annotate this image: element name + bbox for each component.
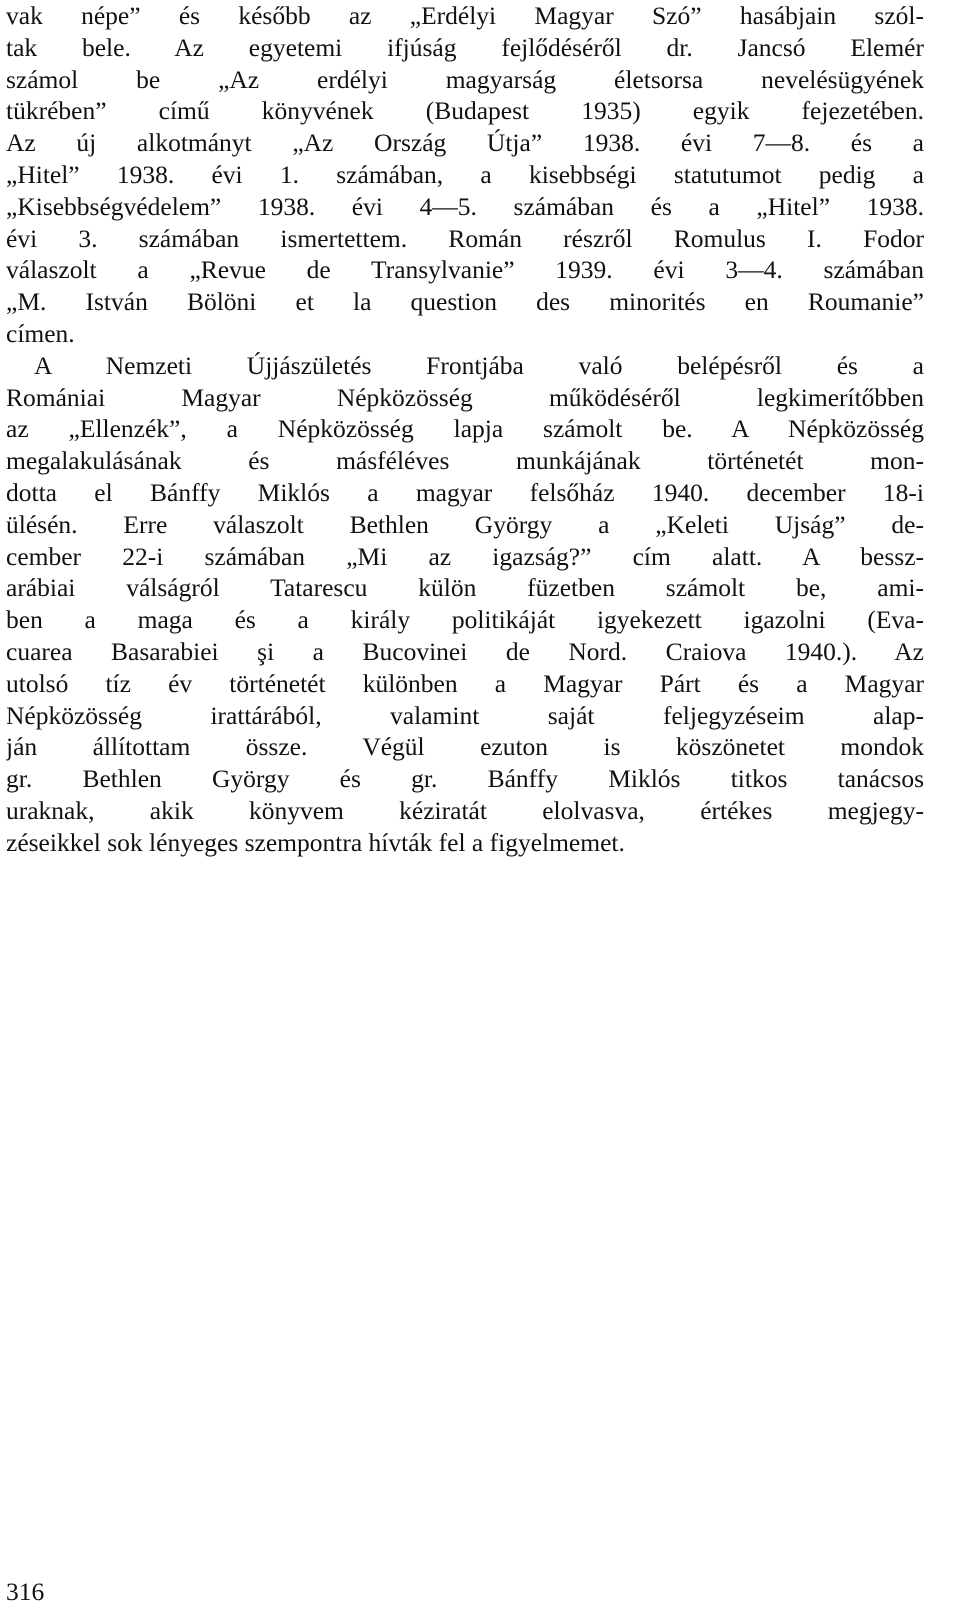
body-text	[6, 0, 924, 859]
text-line: ülésén. Erre válaszolt Bethlen György a „Keleti Ujság” de-	[6, 509, 924, 539]
text-line: Az új alkotmányt „Az Ország Útja” 1938. évi 7—8. és a	[6, 128, 924, 158]
text-line: az „Ellenzék”, a Népközösség lapja számolt be. A Népközösség	[6, 414, 924, 444]
text-line: zéseikkel sok lényeges szempontra hívták fel a figyelmemet.	[6, 827, 625, 857]
text-line: Romániai Magyar Népközösség működéséről legkimerítőbben	[6, 382, 924, 412]
text-line: évi 3. számában ismertettem. Román részről Romulus I. Fodor	[6, 223, 924, 253]
text-line: címen.	[6, 318, 75, 348]
text-line: A Nemzeti Újjászületés Frontjába való belépésről és a	[34, 350, 924, 380]
text-line: válaszolt a „Revue de Transylvanie” 1939. évi 3—4. számában	[6, 255, 924, 285]
text-line: tak bele. Az egyetemi ifjúság fejlődéséről dr. Jancsó Elemér	[6, 32, 924, 62]
text-line: arábiai válságról Tatarescu külön füzetben számolt be, ami-	[6, 573, 924, 603]
text-line: „M. István Bölöni et la question des minorités en Roumanie”	[6, 287, 924, 317]
text-line: ben a maga és a király politikáját igyekezett igazolni (Eva-	[6, 605, 924, 635]
text-line: vak népe” és később az „Erdélyi Magyar Szó” hasábjain szól-	[6, 1, 924, 30]
text-line: gr. Bethlen György és gr. Bánffy Miklós titkos tanácsos	[6, 764, 924, 794]
text-line: „Hitel” 1938. évi 1. számában, a kisebbségi statutumot pedig a	[6, 159, 924, 189]
text-line: megalakulásának és másféléves munkájának történetét mon-	[6, 446, 924, 476]
text-line: ján állítottam össze. Végül ezuton is köszönetet mondok	[6, 732, 924, 762]
text-line: tükrében” című könyvének (Budapest 1935) egyik fejezetében.	[6, 96, 924, 126]
page-number: 316	[6, 1577, 45, 1606]
text-line: cuarea Basarabiei şi a Bucovinei de Nord. Craiova 1940.). Az	[6, 636, 924, 666]
text-line: cember 22-i számában „Mi az igazság?” cím alatt. A bessz-	[6, 541, 924, 571]
text-line: uraknak, akik könyvem kéziratát elolvasva, értékes megjegy-	[6, 795, 924, 825]
text-line: „Kisebbségvédelem” 1938. évi 4—5. számában és a „Hitel” 1938.	[6, 191, 924, 221]
text-line: dotta el Bánffy Miklós a magyar felsőház 1940. december 18-i	[6, 477, 924, 507]
text-line: Népközösség irattárából, valamint saját feljegyzéseim alap-	[6, 700, 924, 730]
text-line: számol be „Az erdélyi magyarság életsorsa nevelésügyének	[6, 64, 924, 94]
text-line: utolsó tíz év történetét különben a Magyar Párt és a Magyar	[6, 668, 924, 698]
